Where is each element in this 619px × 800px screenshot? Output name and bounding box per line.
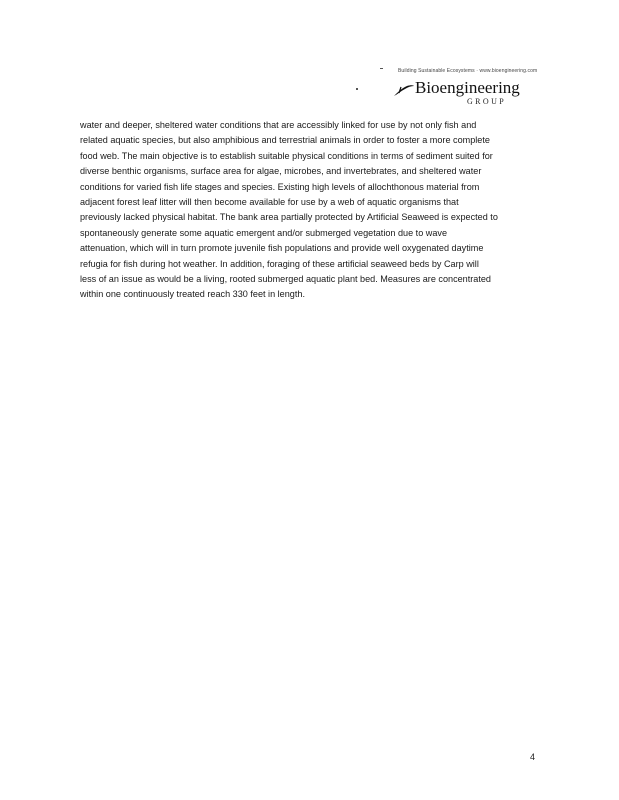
paragraph-line: attenuation, which will in turn promote juvenile fish populations and provide well oxygenated daytime (80, 243, 484, 254)
paragraph-line: related aquatic species, but also amphibious and terrestrial animals in order to foster a more complete (80, 135, 490, 146)
leaf-swoosh-icon (393, 83, 415, 97)
paragraph-line: refugia for fish during hot weather. In addition, foraging of these artificial seaweed beds by Carp will (80, 258, 479, 269)
paragraph-line: conditions for varied fish life stages and species. Existing high levels of allochthonous material from (80, 181, 480, 192)
body-paragraph (80, 118, 542, 303)
paragraph-line: food web. The main objective is to establish suitable physical conditions in terms of sediment suited for (80, 150, 493, 161)
page-number: 4 (530, 752, 536, 762)
logo-wordmark: Bioengineering (415, 78, 520, 97)
header-tagline: Building Sustainable Ecosystems · www.bioengineering.com (398, 68, 538, 74)
paragraph-line: less of an issue as would be a living, rooted submerged aquatic plant bed. Measures are concentrated (80, 274, 491, 285)
scan-speck (356, 88, 358, 90)
paragraph-line: within one continuously treated reach 330 feet in length. (80, 289, 305, 300)
paragraph-line: adjacent forest leaf litter will then become available for use by a web of aquatic organisms that (80, 197, 459, 208)
paragraph-line: previously lacked physical habitat. The bank area partially protected by Artificial Seaweed is expected to (80, 212, 498, 223)
company-logo (393, 78, 533, 108)
paragraph-line: spontaneously generate some aquatic emergent and/or submerged vegetation due to wave (80, 227, 448, 238)
paragraph-line: water and deeper, sheltered water conditions that are accessibly linked for use by not only fish and (80, 120, 477, 130)
logo-subtitle: GROUP (467, 97, 507, 106)
scan-speck (380, 68, 383, 69)
paragraph-line: diverse benthic organisms, surface area for algae, microbes, and invertebrates, and sheltered water (80, 166, 482, 177)
